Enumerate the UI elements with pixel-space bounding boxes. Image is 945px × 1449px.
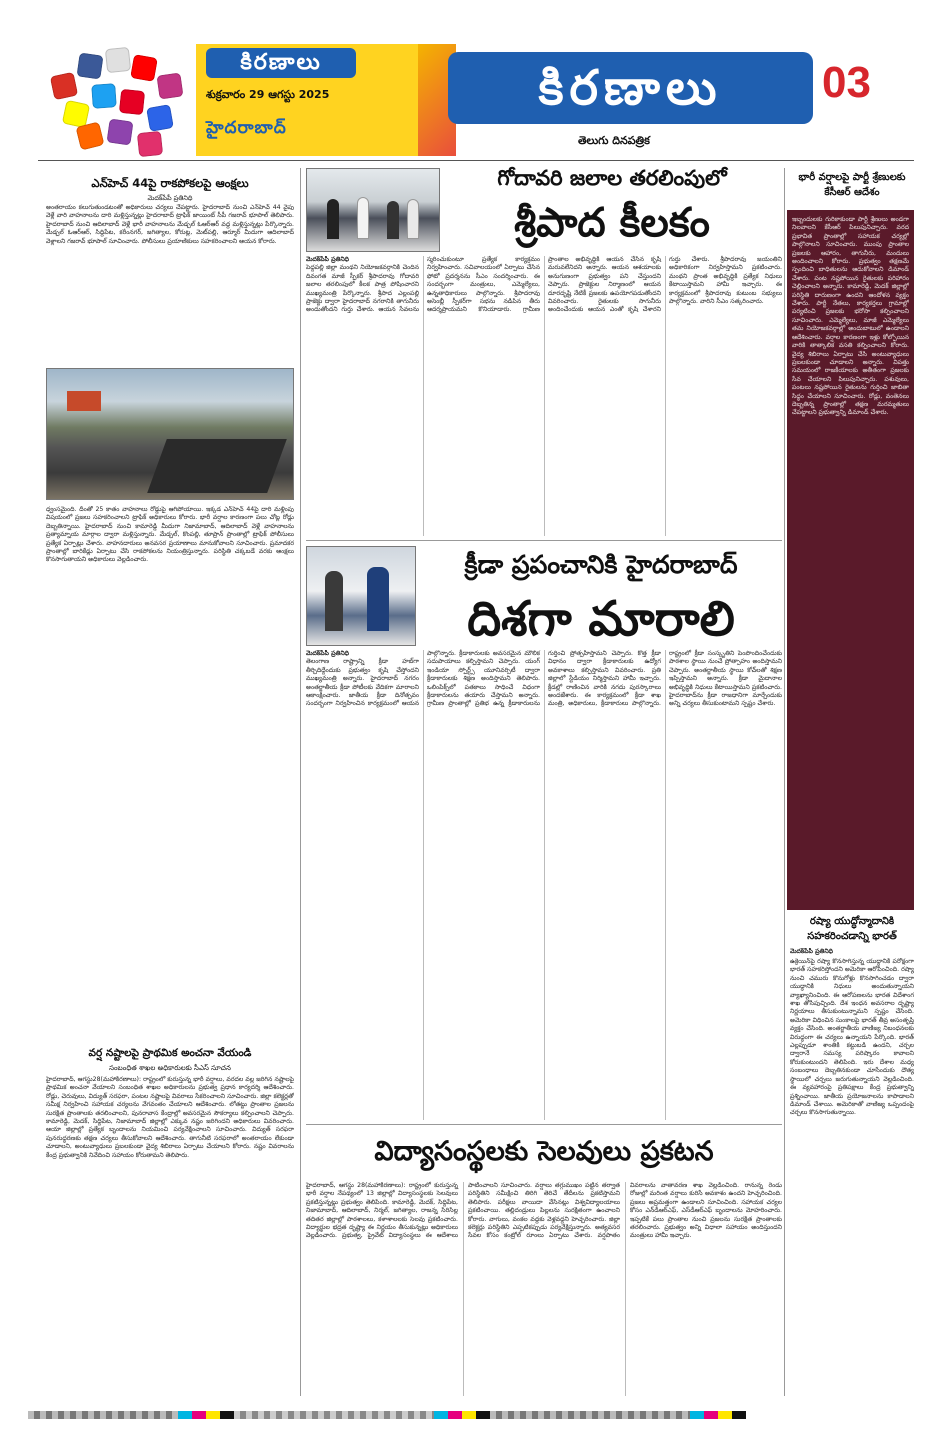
newspaper-subtitle: తెలుగు దినపత్రిక bbox=[578, 134, 650, 147]
right-bottom-dateline: మెదక్‌పేపీ ప్రతినిధి bbox=[790, 948, 834, 955]
left-sub-body: హైదరాబాద్, ఆగస్టు28(మహాకిరణాలు): రాష్ట్రంలో కురుస్తున్న భారీ వర్షాలు, వరదల వల్ల జరిగిన నష్టాలపై ప్రాథమిక అంచనా వేయాలని సంబంధిత శాఖల అధికారులను ప్రభుత్వ ప్రధాన కార్యదర్శి ఆదేశించారు. రోడ్లు, చెరువులు, విద్యుత్ సరఫరా, పంటల నష్టాలపై వివరాలు సేకరించాలని సూచించారు. జిల్లా కలెక్టర్లతో సమీక్ష నిర్వహించి సహాయక చర్యలను వేగవంతం చేయాలని ఆదేశించారు. లోతట్టు ప్రాంతాల ప్రజలను సురక్షిత ప్రాంతాలకు తరలించాలని, పునరావాస కేంద్రాల్లో అవసరమైన సౌకర్యాలు కల్పించాలని చెప్పారు. కామారెడ్డి, మెదక్, సిద్దిపేట, నిజామాబాద్ జిల్లాల్లో ఎక్కువ నష్టం జరిగిందని అధికారులు వివరించారు. ఆయా జిల్లాల్లో ప్రత్యేక బృందాలను నియమించి పర్యవేక్షించాలని సూచించారు. విద్యుత్ సరఫరా పునరుద్ధరణకు తక్షణ చర్యలు తీసుకోవాలని ఆదేశించారు. తాగునీటి సరఫరాలో అంతరాయం లేకుండా చూడాలని, అంటువ్యాధులు ప్రబలకుండా వైద్య శిబిరాలు ఏర్పాటు చేయాలని కోరారు. నష్టం వివరాలను కేంద్ర ప్రభుత్వానికి నివేదించి సహాయం కోరుతామని తెలిపారు. bbox=[46, 1076, 294, 1159]
facebook-icon bbox=[76, 52, 103, 79]
magenta-swatch bbox=[448, 1411, 462, 1419]
center-mid-body: తెలంగాణ రాష్ట్రాన్ని క్రీడా హబ్‌గా తీర్చిదిద్దేందుకు ప్రభుత్వం కృషి చేస్తోందని ముఖ్యమంత్రి అన్నారు. హైదరాబాద్ నగరం అంతర్జాతీయ క్రీడా పోటీలకు వేదికగా మారాలని ఆకాంక్షించారు. జాతీయ క్రీడా దినోత్సవం సందర్భంగా నిర్వహించిన కార్యక్రమంలో ఆయన పాల్గొన్నారు. క్రీడాకారులకు అవసరమైన మౌలిక సదుపాయాలు కల్పిస్తామని చెప్పారు. యంగ్ ఇండియా స్పోర్ట్స్ యూనివర్సిటీ ద్వారా క్రీడాకారులకు శిక్షణ అందిస్తామని తెలిపారు. ఒలింపిక్స్‌లో పతకాలు సాధించే విధంగా క్రీడాకారులను తయారు చేస్తామని అన్నారు. గ్రామీణ ప్రాంతాల్లో ప్రతిభ ఉన్న క్రీడాకారులను గుర్తించి ప్రోత్సహిస్తామని చెప్పారు. కొత్త క్రీడా విధానం ద్వారా క్రీడాకారులకు ఉద్యోగ అవకాశాలు కల్పిస్తామని వివరించారు. ప్రతి జిల్లాలో స్టేడియం నిర్మిస్తామని హామీ ఇచ్చారు. క్రీడల్లో రాణించిన వారికి నగదు పురస్కారాలు అందజేశారు. ఈ కార్యక్రమంలో క్రీడా శాఖ మంత్రి, అధికారులు, క్రీడాకారులు పాల్గొన్నారు. రాష్ట్రంలో క్రీడా సంస్కృతిని పెంపొందించేందుకు పాఠశాల స్థాయి నుంచే ప్రోత్సాహం అందిస్తామని చెప్పారు. అంతర్జాతీయ స్థాయి కోచ్‌లతో శిక్షణ ఇప్పిస్తామని అన్నారు. క్రీడా మైదానాల అభివృద్ధికి నిధులు కేటాయిస్తామని ప్రకటించారు. హైదరాబాద్‌ను క్రీడా రాజధానిగా మార్చేందుకు అన్ని చర్యలు తీసుకుంటామని స్పష్టం చేశారు. bbox=[306, 650, 782, 708]
cyan-swatch bbox=[178, 1411, 192, 1419]
instagram-icon bbox=[137, 131, 163, 157]
center-mid-kicker: క్రీడా ప్రపంచానికి హైదరాబాద్ bbox=[464, 550, 738, 579]
sports-award-photo bbox=[306, 546, 416, 646]
person-shape bbox=[357, 197, 369, 239]
person-shape bbox=[407, 199, 419, 239]
highlighted-article-panel bbox=[787, 210, 914, 910]
center-bottom-body: హైదరాబాద్, ఆగస్టు 28(మహాకిరణాలు): రాష్ట్రంలో కురుస్తున్న భారీ వర్షాల నేపథ్యంలో 13 జిల్లాల్లో విద్యాసంస్థలకు సెలవులు ప్రకటిస్తున్నట్లు ప్రభుత్వం తెలిపింది. కామారెడ్డి, మెదక్, సిద్దిపేట, నిజామాబాద్, ఆదిలాబాద్, నిర్మల్, జగిత్యాల, రాజన్న సిరిసిల్ల తదితర జిల్లాల్లో పాఠశాలలు, కళాశాలలకు సెలవు ప్రకటించారు. విద్యార్థుల భద్రత దృష్ట్యా ఈ నిర్ణయం తీసుకున్నట్లు అధికారులు వెల్లడించారు. ప్రభుత్వ, ప్రైవేట్ విద్యాసంస్థలు ఈ ఆదేశాలు పాటించాలని సూచించారు. వర్షాలు తగ్గుముఖం పట్టిన తర్వాత పరిస్థితిని సమీక్షించి తిరిగి తెరిచే తేదీలను ప్రకటిస్తామని తెలిపారు. పరీక్షలు వాయిదా వేసినట్లు విశ్వవిద్యాలయాలు ప్రకటించాయి. తల్లిదండ్రులు పిల్లలను సురక్షితంగా ఉంచాలని కోరారు. వాగులు, వంకల వద్దకు వెళ్లవద్దని హెచ్చరించారు. జిల్లా కలెక్టర్లు పరిస్థితిని ఎప్పటికప్పుడు పర్యవేక్షిస్తున్నారు. అత్యవసర సేవల కోసం కంట్రోల్ రూంలు ఏర్పాటు చేశారు. వర్షపాతం వివరాలను వాతావరణ శాఖ వెల్లడించింది. రానున్న రెండు రోజుల్లో మరింత వర్షాలు కురిసే అవకాశం ఉందని హెచ్చరించింది. ప్రజలు అప్రమత్తంగా ఉండాలని సూచించింది. సహాయక చర్యల కోసం ఎన్‌డీఆర్‌ఎఫ్, ఎస్‌డీఆర్‌ఎఫ్ బృందాలను మోహరించారు. ఇప్పటికే పలు ప్రాంతాల నుంచి ప్రజలను సురక్షిత ప్రాంతాలకు తరలించారు. ప్రభుత్వం అన్ని విధాలా సహాయం అందిస్తుందని మంత్రులు హామీ ఇచ్చారు. bbox=[306, 1182, 782, 1240]
print-registration-bar bbox=[28, 1404, 918, 1412]
right-bottom-headline: రష్యా యుద్ధోన్మాదానికి సహకరించడాన్ని భారత్ bbox=[807, 916, 897, 942]
yellow-swatch bbox=[206, 1411, 220, 1419]
facebook-icon bbox=[146, 104, 174, 132]
center-top-dateline: మెదక్‌పేపీ ప్రతినిధి bbox=[306, 256, 350, 263]
registration-strip bbox=[234, 1411, 434, 1419]
left-sub-dateline: సంబంధిత శాఖల అధికారులకు సీఎస్ సూచన bbox=[109, 1064, 231, 1072]
app-icon bbox=[105, 47, 131, 73]
center-mid-article bbox=[306, 650, 782, 1120]
registration-strip bbox=[28, 1411, 178, 1419]
magenta-swatch bbox=[704, 1411, 718, 1419]
center-bottom-headline: విద్యాసంస్థలకు సెలవులు ప్రకటన bbox=[374, 1136, 714, 1167]
flooded-highway-photo bbox=[46, 368, 294, 500]
edition-city: హైదరాబాద్ bbox=[206, 118, 287, 138]
pinterest-icon bbox=[119, 89, 145, 115]
twitter-icon bbox=[91, 83, 117, 109]
section-divider bbox=[306, 540, 782, 541]
broken-road-shape bbox=[147, 439, 287, 493]
social-media-icons-graphic bbox=[48, 44, 190, 154]
left-article-body-top: అంతరాయం కలుగుతుండటంతో అధికారులు చర్యలు చేపట్టారు. హైదరాబాద్ నుంచి ఎన్‌హెచ్ 44 వైపు వెళ్లే వారి వాహనాలను దారి మళ్లిస్తున్నట్లు హైదరాబాద్ ట్రాఫిక్ జాయింట్ సీపీ గజరావ్ భూపాల్ తెలిపారు. హైదరాబాద్ నుంచి ఆదిలాబాద్ వెళ్లే భారీ వాహనాలను మేడ్చల్ ఓఆర్‌ఆర్ వద్ద మళ్లిస్తున్నట్లు పేర్కొన్నారు. మేడ్చల్ ఓఆర్‌ఆర్, సిద్దిపేట, కరీంనగర్, జగిత్యాల, కోరుట్ల, మెట్‌పల్లి, ఆర్మూర్ మీదుగా ఆదిలాబాద్ వెళ్లాలని గజరావ్ భూపాల్ సూచించారు. పోలీసులు ప్రయాణికులు సహకరించాలని ఆయన కోరారు. bbox=[46, 204, 294, 245]
registration-strip bbox=[490, 1411, 690, 1419]
magenta-swatch bbox=[192, 1411, 206, 1419]
issue-date: శుక్రవారం 29 ఆగస్టు 2025 bbox=[206, 88, 330, 101]
center-mid-headline: దిశగా మారాలి bbox=[467, 591, 735, 647]
rss-icon bbox=[75, 121, 104, 150]
yellow-swatch bbox=[462, 1411, 476, 1419]
truck-shape bbox=[67, 391, 101, 411]
black-swatch bbox=[220, 1411, 234, 1419]
center-top-article bbox=[306, 256, 782, 536]
ministers-exhibition-photo bbox=[306, 168, 440, 252]
page-number: 03 bbox=[822, 58, 871, 107]
cyan-swatch bbox=[690, 1411, 704, 1419]
app-icon bbox=[50, 72, 78, 100]
black-swatch bbox=[476, 1411, 490, 1419]
section-divider bbox=[306, 1124, 782, 1125]
app-icon bbox=[106, 118, 133, 145]
left-sub-headline: వర్ష నష్టాలపై ప్రాథమిక అంచనా వేయండి bbox=[88, 1047, 252, 1059]
left-article-dateline: మెదక్‌పేపీ ప్రతినిధి bbox=[147, 194, 193, 202]
youtube-icon bbox=[130, 54, 158, 82]
small-brand-logo: కిరణాలు bbox=[206, 48, 356, 78]
column-divider bbox=[784, 168, 785, 1396]
center-top-body: పెద్దపల్లి జిల్లా మంథని నియోజకవర్గానికి చెందిన దివంగత మాజీ స్పీకర్ శ్రీపాదరావు గోదావరి జలాల తరలింపులో కీలక పాత్ర పోషించారని ముఖ్యమంత్రి పేర్కొన్నారు. శ్రీపాద ఎల్లంపల్లి ప్రాజెక్టు ద్వారా హైదరాబాద్ నగరానికి తాగునీరు అందుతోందని గుర్తు చేశారు. ఆయన సేవలను స్మరించుకుంటూ ప్రత్యేక కార్యక్రమం నిర్వహించారు. సచివాలయంలో ఏర్పాటు చేసిన ఫోటో ప్రదర్శనను సీఎం సందర్శించారు. ఈ సందర్భంగా మంత్రులు, ఎమ్మెల్యేలు, ఉన్నతాధికారులు పాల్గొన్నారు. శ్రీపాదరావు అసెంబ్లీ స్పీకర్‌గా సభను నడిపిన తీరు ఆదర్శప్రాయమని కొనియాడారు. గ్రామీణ ప్రాంతాల అభివృద్ధికి ఆయన చేసిన కృషి మరువలేనిదని అన్నారు. ఆయన ఆశయాలకు అనుగుణంగా ప్రభుత్వం పని చేస్తుందని చెప్పారు. ప్రాజెక్టుల నిర్మాణంలో ఆయన దూరదృష్టి నేటికీ ప్రజలకు ఉపయోగపడుతోందని వివరించారు. రైతులకు సాగునీరు అందించేందుకు ఆయన ఎంతో కృషి చేశారని గుర్తు చేశారు. శ్రీపాదరావు జయంతిని అధికారికంగా నిర్వహిస్తామని ప్రకటించారు. మంథని ప్రాంత అభివృద్ధికి ప్రత్యేక నిధులు కేటాయిస్తామని హామీ ఇచ్చారు. ఈ కార్యక్రమంలో శ్రీపాదరావు కుటుంబ సభ్యులు పాల్గొన్నారు. వారిని సీఎం సత్కరించారు. bbox=[306, 256, 782, 314]
right-top-headline: భారీ వర్షాలపై పార్టీ శ్రేణులకు కేసీఆర్ ఆదేశం bbox=[798, 172, 906, 198]
left-article-headline: ఎన్‌హెచ్ 44పై రాకపోకలపై ఆంక్షలు bbox=[91, 176, 249, 190]
right-bottom-body: ఉక్రెయిన్‌పై రష్యా కొనసాగిస్తున్న యుద్ధానికి పరోక్షంగా భారత్ సహకరిస్తోందని అమెరికా ఆరోపించింది. రష్యా నుంచి చమురు కొనుగోళ్లు కొనసాగించడం ద్వారా యుద్ధానికి నిధులు అందుతున్నాయని వ్యాఖ్యానించింది. ఈ ఆరోపణలను భారత విదేశాంగ శాఖ తోసిపుచ్చింది. దేశ ఇంధన అవసరాల దృష్ట్యా నిర్ణయాలు తీసుకుంటున్నామని స్పష్టం చేసింది. అమెరికా విధించిన సుంకాలపై భారత్ తీవ్ర అసంతృప్తి వ్యక్తం చేసింది. అంతర్జాతీయ వాణిజ్య నిబంధనలకు విరుద్ధంగా ఈ చర్యలు ఉన్నాయని పేర్కొంది. భారత్ ఎల్లప్పుడూ శాంతికి కట్టుబడి ఉందని, చర్చల ద్వారానే సమస్య పరిష్కారం కావాలని కోరుకుంటుందని తెలిపింది. ఇరు దేశాల మధ్య సంబంధాలు దెబ్బతినకుండా చూసేందుకు దౌత్య స్థాయిలో చర్చలు జరుగుతున్నాయని వెల్లడించింది. ఈ వ్యవహారంపై ప్రతిపక్షాలు కేంద్ర ప్రభుత్వాన్ని ప్రశ్నించాయి. జాతీయ ప్రయోజనాలను కాపాడాలని డిమాండ్ చేశాయి. అమెరికాతో వాణిజ్య ఒప్పందంపై చర్చలు కొనసాగుతున్నాయి. bbox=[790, 958, 914, 1117]
person-shape bbox=[367, 567, 389, 631]
person-shape bbox=[387, 201, 399, 239]
column-divider bbox=[300, 168, 301, 1396]
center-mid-dateline: మెదక్‌పేపీ ప్రతినిధి bbox=[306, 650, 350, 657]
black-swatch bbox=[732, 1411, 746, 1419]
cyan-swatch bbox=[434, 1411, 448, 1419]
newspaper-logo: కిరణాలు bbox=[448, 52, 813, 124]
yellow-swatch bbox=[718, 1411, 732, 1419]
person-shape bbox=[327, 199, 339, 239]
center-top-headline: శ్రీపాద కీలకం bbox=[514, 200, 710, 246]
instagram-icon bbox=[156, 72, 183, 99]
masthead-divider bbox=[38, 160, 914, 161]
right-top-body: ఇబ్బందులకు గురికాకుండా పార్టీ శ్రేణులు అండగా నిలవాలని కేసీఆర్ పిలుపునిచ్చారు. వరద ప్రభావిత ప్రాంతాల్లో సహాయక చర్యల్లో పాల్గొనాలని సూచించారు. ముంపు ప్రాంతాల ప్రజలకు ఆహారం, తాగునీరు, మందులు అందించాలని కోరారు. ప్రభుత్వం తక్షణమే స్పందించి బాధితులను ఆదుకోవాలని డిమాండ్ చేశారు. పంట నష్టపోయిన రైతులకు పరిహారం చెల్లించాలని అన్నారు. కామారెడ్డి, మెదక్ జిల్లాల్లో పరిస్థితి దారుణంగా ఉందని ఆందోళన వ్యక్తం చేశారు. పార్టీ నేతలు, కార్యకర్తలు గ్రామాల్లో పర్యటించి ప్రజలకు భరోసా కల్పించాలని సూచించారు. ఎమ్మెల్యేలు, మాజీ ఎమ్మెల్యేలు తమ నియోజకవర్గాల్లో అందుబాటులో ఉండాలని ఆదేశించారు. వర్షాల కారణంగా ఇళ్లు కోల్పోయిన వారికి తాత్కాలిక వసతి కల్పించాలని కోరారు. వైద్య శిబిరాలు ఏర్పాటు చేసి అంటువ్యాధులు ప్రబలకుండా చూడాలని అన్నారు. విపత్తు సమయంలో రాజకీయాలకు అతీతంగా ప్రజలకు సేవ చేయాలని పిలుపునిచ్చారు. పశువులు, పంటలు నష్టపోయిన రైతులను గుర్తించి జాబితా సిద్ధం చేయాలని సూచించారు. రోడ్లు, వంతెనలు దెబ్బతిన్న ప్రాంతాల్లో తక్షణ మరమ్మతులు చేపట్టాలని ప్రభుత్వాన్ని డిమాండ్ చేశారు. bbox=[792, 216, 909, 417]
person-shape bbox=[325, 571, 343, 631]
center-top-kicker: గోదావరి జలాల తరలింపులో bbox=[497, 166, 727, 190]
left-article-body: ధ్వంసమైంది. దీంతో 25 కాతం వాహనాలు రోడ్డుపై ఆగిపోయాయి. ఇక్కడ ఎన్‌హెచ్ 44పై దారి మళ్లింపు విషయంలో ప్రజలు సహకరించాలని ట్రాఫిక్ అధికారులు కోరారు. భారీ వర్షాల కారణంగా పలు చోట్ల రోడ్లు దెబ్బతిన్నాయి. హైదరాబాద్ నుంచి కామారెడ్డి మీదుగా నిజామాబాద్, ఆదిలాబాద్ వెళ్లే వాహనాలను ప్రత్యామ్నాయ మార్గాల ద్వారా మళ్లిస్తున్నారు. మేడ్చల్, కొంపల్లి, తూప్రాన్ ప్రాంతాల్లో ట్రాఫిక్ పోలీసులు ప్రత్యేక ఏర్పాట్లు చేశారు. వాహనదారులు అనవసర ప్రయాణాలు మానుకోవాలని సూచించారు. ప్రమాదకర ప్రాంతాల్లో బారికేడ్లు ఏర్పాటు చేసి రాకపోకలను నియంత్రిస్తున్నారు. పరిస్థితి చక్కబడే వరకు ఆంక్షలు కొనసాగుతాయని అధికారులు వెల్లడించారు. bbox=[46, 506, 294, 564]
center-bottom-article bbox=[306, 1182, 782, 1396]
